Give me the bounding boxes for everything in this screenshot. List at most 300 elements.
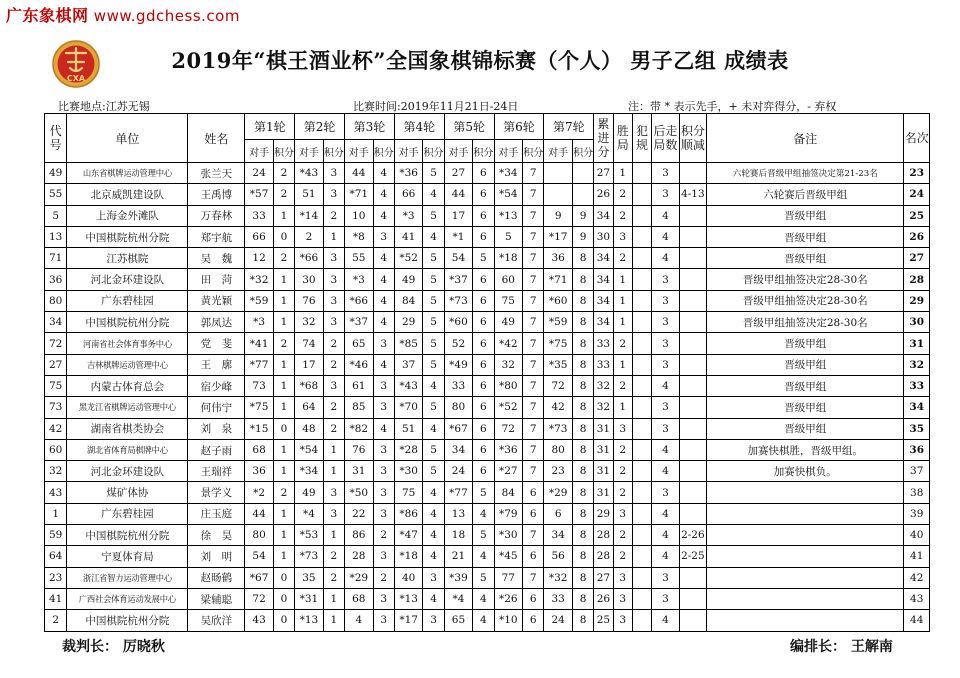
- header-round: 第7轮: [544, 114, 594, 140]
- header-pts: 积分: [523, 140, 544, 163]
- total-score: 31: [594, 439, 613, 460]
- player-code: 13: [45, 226, 67, 247]
- player-code: 55: [45, 184, 67, 205]
- round-points: 1: [273, 375, 294, 396]
- player-code: 59: [45, 525, 67, 546]
- total-score: 26: [594, 588, 613, 609]
- header-row-1: [45, 114, 930, 140]
- round-opponent: 12: [245, 248, 273, 269]
- round-points: 7: [523, 439, 544, 460]
- round-opponent: [544, 163, 572, 184]
- header-pts: 积分: [323, 140, 344, 163]
- round-points: 4: [373, 269, 394, 290]
- player-code: 75: [45, 375, 67, 396]
- round-opponent: 64: [295, 397, 323, 418]
- watermark-url: www.gdchess.com: [93, 7, 240, 25]
- round-points: 4: [473, 588, 494, 609]
- round-opponent: 68: [345, 588, 373, 609]
- player-code: 27: [45, 354, 67, 375]
- tiebreak: [679, 375, 706, 396]
- round-opponent: 32: [494, 354, 522, 375]
- round-points: 5: [423, 354, 444, 375]
- player-code: 5: [45, 205, 67, 226]
- tiebreak: [679, 333, 706, 354]
- header-unit: 单位: [67, 114, 188, 163]
- fouls: [632, 312, 651, 333]
- tiebreak: 2-25: [679, 546, 706, 567]
- round-points: 3: [373, 375, 394, 396]
- fouls: [632, 269, 651, 290]
- round-opponent: 36: [245, 461, 273, 482]
- later-games: 3: [652, 482, 679, 503]
- rank: 26: [904, 226, 930, 247]
- table-row: [45, 461, 930, 482]
- player-name: 吴 魏: [188, 248, 245, 269]
- round-opponent: 24: [444, 461, 472, 482]
- round-points: 3: [323, 375, 344, 396]
- table-row: [45, 482, 930, 503]
- round-points: 1: [273, 546, 294, 567]
- round-opponent: *68: [295, 375, 323, 396]
- round-opponent: 80: [444, 397, 472, 418]
- player-name: 万春林: [188, 205, 245, 226]
- round-opponent: *36: [394, 163, 422, 184]
- tiebreak: [679, 439, 706, 460]
- header-opp: 对手: [544, 140, 572, 163]
- round-points: 1: [323, 461, 344, 482]
- round-points: 4: [473, 610, 494, 631]
- round-opponent: *52: [394, 248, 422, 269]
- round-points: 2: [323, 333, 344, 354]
- round-points: 8: [572, 525, 593, 546]
- total-score: 28: [594, 525, 613, 546]
- round-opponent: 68: [245, 439, 273, 460]
- remark: [707, 482, 904, 503]
- player-code: 42: [45, 418, 67, 439]
- round-opponent: *42: [494, 333, 522, 354]
- round-points: 6: [473, 269, 494, 290]
- total-score: 33: [594, 354, 613, 375]
- round-points: 1: [273, 354, 294, 375]
- wins: 1: [613, 354, 632, 375]
- round-points: 5: [473, 525, 494, 546]
- wins: 3: [613, 418, 632, 439]
- header-round: 第6轮: [494, 114, 544, 140]
- header-tiebreak: 积分顺减: [679, 114, 706, 163]
- remark: 六轮赛后晋级甲组: [707, 184, 904, 205]
- player-unit: 湖北省体育局棋牌中心: [67, 439, 188, 460]
- round-opponent: 56: [544, 546, 572, 567]
- round-opponent: 76: [295, 290, 323, 311]
- wins: 2: [613, 461, 632, 482]
- round-opponent: 34: [444, 439, 472, 460]
- total-score: 34: [594, 290, 613, 311]
- round-points: 4: [473, 503, 494, 524]
- round-opponent: *46: [345, 354, 373, 375]
- fouls: [632, 610, 651, 631]
- round-opponent: 77: [494, 567, 522, 588]
- player-unit: 河北金环建设队: [67, 269, 188, 290]
- wins: 1: [613, 163, 632, 184]
- later-games: 4: [652, 503, 679, 524]
- round-points: 6: [473, 205, 494, 226]
- round-points: 6: [473, 418, 494, 439]
- fouls: [632, 375, 651, 396]
- round-opponent: *67: [444, 418, 472, 439]
- fouls: [632, 333, 651, 354]
- wins: 2: [613, 439, 632, 460]
- later-games: 4: [652, 375, 679, 396]
- round-opponent: *35: [544, 354, 572, 375]
- player-unit: 上海金外滩队: [67, 205, 188, 226]
- round-opponent: 44: [444, 184, 472, 205]
- rank: 23: [904, 163, 930, 184]
- round-opponent: 49: [295, 482, 323, 503]
- header-remark: 备注: [707, 114, 904, 163]
- fouls: [632, 397, 651, 418]
- player-code: 43: [45, 482, 67, 503]
- player-name: 刘 明: [188, 546, 245, 567]
- header-pts: 积分: [473, 140, 494, 163]
- round-points: 6: [473, 226, 494, 247]
- table-row: [45, 333, 930, 354]
- player-code: 49: [45, 163, 67, 184]
- round-opponent: *36: [494, 439, 522, 460]
- round-opponent: *77: [245, 354, 273, 375]
- round-opponent: 80: [544, 439, 572, 460]
- round-points: 6: [473, 397, 494, 418]
- header-code: 代号: [45, 114, 67, 163]
- player-code: 72: [45, 333, 67, 354]
- round-points: 7: [523, 226, 544, 247]
- player-name: 王瑞祥: [188, 461, 245, 482]
- remark: 加赛快棋胜，晋级甲组。: [707, 439, 904, 460]
- round-points: 3: [323, 503, 344, 524]
- round-points: 7: [523, 375, 544, 396]
- header-pts: 积分: [572, 140, 593, 163]
- wins: 2: [613, 248, 632, 269]
- round-opponent: *59: [544, 312, 572, 333]
- rank: 43: [904, 588, 930, 609]
- round-opponent: *8: [345, 226, 373, 247]
- tiebreak: [679, 482, 706, 503]
- rank: 42: [904, 567, 930, 588]
- fouls: [632, 525, 651, 546]
- round-points: 4: [373, 354, 394, 375]
- round-points: 5: [423, 312, 444, 333]
- player-code: 23: [45, 567, 67, 588]
- round-opponent: 34: [544, 525, 572, 546]
- table-row: [45, 248, 930, 269]
- round-opponent: *17: [394, 610, 422, 631]
- rank: 36: [904, 439, 930, 460]
- round-opponent: 61: [345, 375, 373, 396]
- total-score: 33: [594, 333, 613, 354]
- round-points: 5: [423, 333, 444, 354]
- page-title: 2019年“棋王酒业杯”全国象棋锦标赛（个人） 男子乙组 成绩表: [171, 48, 789, 73]
- round-opponent: 24: [245, 163, 273, 184]
- rank: 27: [904, 248, 930, 269]
- player-name: 张兰天: [188, 163, 245, 184]
- round-points: 4: [373, 290, 394, 311]
- round-opponent: 43: [245, 610, 273, 631]
- round-opponent: 24: [544, 610, 572, 631]
- player-name: 王 廓: [188, 354, 245, 375]
- tiebreak: [679, 290, 706, 311]
- round-opponent: *67: [245, 567, 273, 588]
- rank: 25: [904, 205, 930, 226]
- round-opponent: *18: [394, 546, 422, 567]
- player-code: 64: [45, 546, 67, 567]
- round-opponent: *43: [295, 163, 323, 184]
- round-opponent: 28: [345, 546, 373, 567]
- table-row: [45, 354, 930, 375]
- round-opponent: *60: [544, 290, 572, 311]
- rank: 44: [904, 610, 930, 631]
- player-unit: 中国棋院杭州分院: [67, 610, 188, 631]
- later-games: 3: [652, 163, 679, 184]
- round-points: 4: [423, 418, 444, 439]
- round-points: 8: [572, 588, 593, 609]
- player-code: 71: [45, 248, 67, 269]
- round-opponent: *29: [345, 567, 373, 588]
- header-opp: 对手: [494, 140, 522, 163]
- rank: 31: [904, 333, 930, 354]
- round-opponent: *30: [394, 461, 422, 482]
- round-opponent: *66: [345, 290, 373, 311]
- round-opponent: *82: [345, 418, 373, 439]
- later-games: 3: [652, 333, 679, 354]
- round-opponent: *3: [245, 312, 273, 333]
- round-points: 1: [323, 525, 344, 546]
- later-games: 3: [652, 418, 679, 439]
- fouls: [632, 248, 651, 269]
- round-points: 8: [572, 333, 593, 354]
- round-points: 6: [473, 439, 494, 460]
- player-unit: 中国棋院杭州分院: [67, 525, 188, 546]
- round-points: 2: [323, 546, 344, 567]
- round-opponent: *17: [544, 226, 572, 247]
- player-code: 41: [45, 588, 67, 609]
- round-points: 4: [423, 546, 444, 567]
- player-name: 景学义: [188, 482, 245, 503]
- round-opponent: 44: [345, 163, 373, 184]
- wins: 1: [613, 397, 632, 418]
- header-pts: 积分: [373, 140, 394, 163]
- wins: 2: [613, 205, 632, 226]
- remark: [707, 588, 904, 609]
- round-opponent: *66: [295, 248, 323, 269]
- table-row: [45, 163, 930, 184]
- total-score: 31: [594, 482, 613, 503]
- round-points: 5: [423, 290, 444, 311]
- round-points: 6: [523, 482, 544, 503]
- round-opponent: *4: [295, 503, 323, 524]
- round-opponent: *32: [245, 269, 273, 290]
- round-points: 6: [473, 333, 494, 354]
- table-row: [45, 439, 930, 460]
- player-name: 宿少峰: [188, 375, 245, 396]
- player-unit: 中国棋院杭州分院: [67, 312, 188, 333]
- round-opponent: 54: [245, 546, 273, 567]
- round-opponent: 42: [544, 397, 572, 418]
- player-name: 赵旸鹤: [188, 567, 245, 588]
- player-name: 梁辅聪: [188, 588, 245, 609]
- round-opponent: *31: [295, 588, 323, 609]
- round-points: [572, 163, 593, 184]
- round-points: 5: [473, 482, 494, 503]
- round-opponent: 55: [345, 248, 373, 269]
- round-opponent: *85: [394, 333, 422, 354]
- header-rank: 名次: [904, 114, 930, 163]
- player-unit: 河南省社会体育事务中心: [67, 333, 188, 354]
- rank: 39: [904, 503, 930, 524]
- round-opponent: *15: [245, 418, 273, 439]
- remark: [707, 567, 904, 588]
- round-points: 4: [423, 482, 444, 503]
- rank: 41: [904, 546, 930, 567]
- round-opponent: *27: [494, 461, 522, 482]
- remark: 加赛快棋负。: [707, 461, 904, 482]
- table-row: [45, 610, 930, 631]
- remark: [707, 525, 904, 546]
- round-opponent: 36: [544, 248, 572, 269]
- table-row: [45, 397, 930, 418]
- later-games: 4: [652, 525, 679, 546]
- total-score: 25: [594, 610, 613, 631]
- round-opponent: 49: [394, 269, 422, 290]
- round-opponent: 17: [295, 354, 323, 375]
- wins: 2: [613, 184, 632, 205]
- header-later: 后走局数: [652, 114, 679, 163]
- round-opponent: 75: [494, 290, 522, 311]
- header-opp: 对手: [345, 140, 373, 163]
- round-opponent: *43: [394, 375, 422, 396]
- round-points: 2: [273, 482, 294, 503]
- round-points: 2: [273, 248, 294, 269]
- rank: 29: [904, 290, 930, 311]
- round-points: 6: [473, 375, 494, 396]
- wins: 3: [613, 610, 632, 631]
- round-points: 3: [373, 226, 394, 247]
- round-points: 3: [323, 163, 344, 184]
- player-name: 何伟宁: [188, 397, 245, 418]
- wins: 3: [613, 588, 632, 609]
- table-row: [45, 503, 930, 524]
- remark: 晋级甲组: [707, 397, 904, 418]
- round-opponent: *39: [444, 567, 472, 588]
- player-unit: 山东省棋牌运动管理中心: [67, 163, 188, 184]
- chief-arranger: 编排长： 王解南: [790, 639, 893, 655]
- round-opponent: *54: [295, 439, 323, 460]
- table-row: [45, 546, 930, 567]
- round-points: 3: [373, 439, 394, 460]
- round-points: 5: [423, 269, 444, 290]
- player-name: 黄光颖: [188, 290, 245, 311]
- round-points: 1: [273, 205, 294, 226]
- rank: 34: [904, 397, 930, 418]
- remark: [707, 503, 904, 524]
- header-round: 第5轮: [444, 114, 494, 140]
- player-unit: 吉林棋牌运动管理中心: [67, 354, 188, 375]
- round-opponent: *30: [494, 525, 522, 546]
- round-points: 2: [273, 163, 294, 184]
- player-code: 1: [45, 503, 67, 524]
- round-opponent: *10: [494, 610, 522, 631]
- player-code: 36: [45, 269, 67, 290]
- round-points: 8: [572, 439, 593, 460]
- round-points: 4: [423, 503, 444, 524]
- player-unit: 湖南省棋类协会: [67, 418, 188, 439]
- fouls: [632, 546, 651, 567]
- tiebreak: [679, 588, 706, 609]
- round-opponent: *1: [444, 226, 472, 247]
- round-opponent: *59: [245, 290, 273, 311]
- round-opponent: *34: [494, 163, 522, 184]
- round-opponent: *13: [295, 610, 323, 631]
- player-code: 80: [45, 290, 67, 311]
- round-opponent: *13: [394, 588, 422, 609]
- results-table: [44, 113, 930, 632]
- round-opponent: 23: [544, 461, 572, 482]
- player-unit: 内蒙古体育总会: [67, 375, 188, 396]
- fouls: [632, 226, 651, 247]
- round-points: 7: [523, 418, 544, 439]
- round-points: 4: [423, 184, 444, 205]
- round-opponent: *37: [345, 312, 373, 333]
- header-round: 第4轮: [394, 114, 444, 140]
- round-points: 1: [273, 525, 294, 546]
- round-opponent: 2: [295, 226, 323, 247]
- round-opponent: 66: [394, 184, 422, 205]
- round-points: 6: [473, 184, 494, 205]
- round-points: 7: [523, 290, 544, 311]
- round-opponent: 27: [444, 163, 472, 184]
- round-opponent: 17: [444, 205, 472, 226]
- total-score: 27: [594, 567, 613, 588]
- round-opponent: *60: [444, 312, 472, 333]
- legend-note: 注：带 * 表示先手，+ 未对弈得分，- 弃权: [628, 100, 837, 113]
- player-unit: 宁夏体育局: [67, 546, 188, 567]
- round-opponent: 86: [345, 525, 373, 546]
- round-opponent: 33: [245, 205, 273, 226]
- round-opponent: *53: [295, 525, 323, 546]
- round-points: 1: [273, 503, 294, 524]
- fouls: [632, 482, 651, 503]
- round-points: 3: [323, 248, 344, 269]
- later-games: 3: [652, 588, 679, 609]
- later-games: 3: [652, 269, 679, 290]
- header-opp: 对手: [295, 140, 323, 163]
- table-row: [45, 525, 930, 546]
- round-opponent: *2: [245, 482, 273, 503]
- table-row: [45, 226, 930, 247]
- player-unit: 河北金环建设队: [67, 461, 188, 482]
- remark: 六轮赛后晋级甲组抽签决定第21-23名: [707, 163, 904, 184]
- site-watermark: [6, 3, 240, 26]
- round-opponent: 33: [444, 375, 472, 396]
- round-opponent: *47: [394, 525, 422, 546]
- round-points: 7: [523, 248, 544, 269]
- round-opponent: *45: [494, 546, 522, 567]
- round-points: 3: [323, 184, 344, 205]
- rank: 40: [904, 525, 930, 546]
- round-points: 6: [523, 503, 544, 524]
- wins: 3: [613, 503, 632, 524]
- table-row: [45, 184, 930, 205]
- round-opponent: 65: [444, 610, 472, 631]
- round-opponent: *50: [345, 482, 373, 503]
